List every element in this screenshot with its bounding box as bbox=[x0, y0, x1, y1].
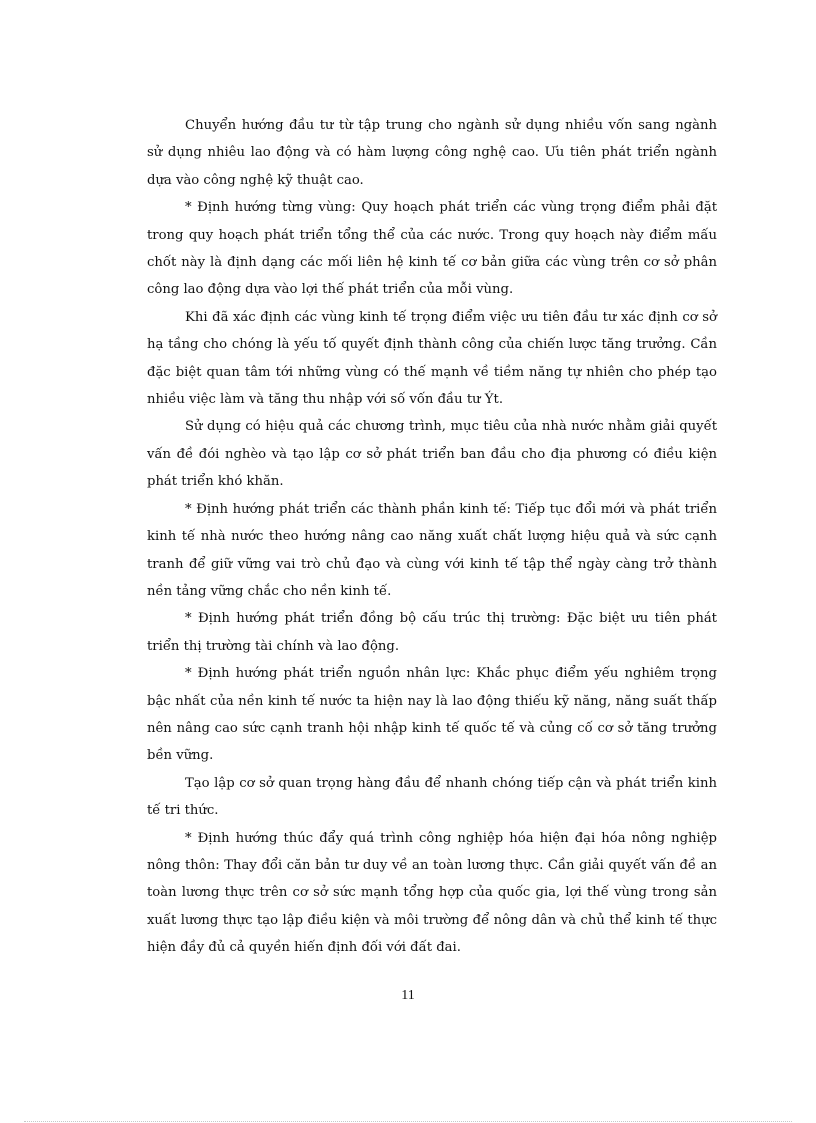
page-number: 11 bbox=[401, 988, 415, 1003]
paragraph-8: Tạo lập cơ sở quan trọng hàng đầu để nhanh chóng tiếp cận và phát triển kinh tế tri thức. bbox=[147, 775, 717, 819]
paragraph-6: * Định hướng phát triển đồng bộ cấu trúc thị trường: Đặc biệt ưu tiên phát triển thị trường tài chính và lao động. bbox=[147, 611, 717, 654]
paragraph-7: * Định hướng phát triển nguồn nhân lực: Khắc phục điểm yếu nghiêm trọng bậc nhất của nền kinh tế nước ta hiện nay là lao động thiếu kỹ năng, năng suất thấp nên nâng cao sức cạnh tranh hội nhập kinh tế quốc tế và củng cố cơ sở tăng trưởng bền vững. bbox=[147, 666, 717, 764]
paragraph-9: * Định hướng thúc đẩy quá trình công nghiệp hóa hiện đại hóa nông nghiệp nông thôn: Thay đổi căn bản tư duy về an toàn lương thực. Cần giải quyết vấn đề an toàn lương thực trên cơ sở sức mạnh tổng hợp của quốc gia, lợi thế vùng trong sản xuất lương thực tạo lập điều kiện và môi trường để nông dân và chủ thể kinh tế thực hiện đầy đủ cả quyền hiến định đối với đất đai. bbox=[147, 830, 717, 956]
page-bottom-divider bbox=[24, 1121, 792, 1122]
paragraph-3: Khi đã xác định các vùng kinh tế trọng điểm việc ưu tiên đầu tư xác định cơ sở hạ tầng cho chóng là yếu tố quyết định thành công của chiến lược tăng trưởng. Cần đặc biệt quan tâm tới những vùng có thế mạnh về tiềm năng tự nhiên cho phép tạo nhiều việc làm và tăng thu nhập với số vốn đầu tư Ýt. bbox=[147, 309, 717, 408]
paragraph-1: Chuyển hướng đầu tư từ tập trung cho ngành sử dụng nhiều vốn sang ngành sử dụng nhiêu lao động và có hàm lượng công nghệ cao. Ưu tiên phát triển ngành dựa vào công nghệ kỹ thuật cao. bbox=[147, 118, 717, 188]
paragraph-4: Sử dụng có hiệu quả các chương trình, mục tiêu của nhà nước nhằm giải quyết vấn đề đói nghèo và tạo lập cơ sở phát triển ban đầu cho địa phương có điều kiện phát triển khó khăn. bbox=[147, 419, 717, 490]
paragraph-2: * Định hướng từng vùng: Quy hoạch phát triển các vùng trọng điểm phải đặt trong quy hoạch phát triển tổng thể của các nước. Trong quy hoạch này điểm mấu chốt này là định dạng các mối liên hệ kinh tế cơ bản giữa các vùng trên cơ sở phân công lao động dựa vào lợi thế phát triển của mỗi vùng. bbox=[147, 200, 717, 298]
paragraph-5: * Định hướng phát triển các thành phần kinh tế: Tiếp tục đổi mới và phát triển kinh tế nhà nước theo hướng nâng cao năng xuất chất lượng hiệu quả và sức cạnh tranh để giữ vững vai trò chủ đạo và cùng với kinh tế tập thể ngày càng trở thành nền tảng vững chắc cho nền kinh tế. bbox=[147, 501, 717, 599]
body-text bbox=[147, 112, 717, 962]
